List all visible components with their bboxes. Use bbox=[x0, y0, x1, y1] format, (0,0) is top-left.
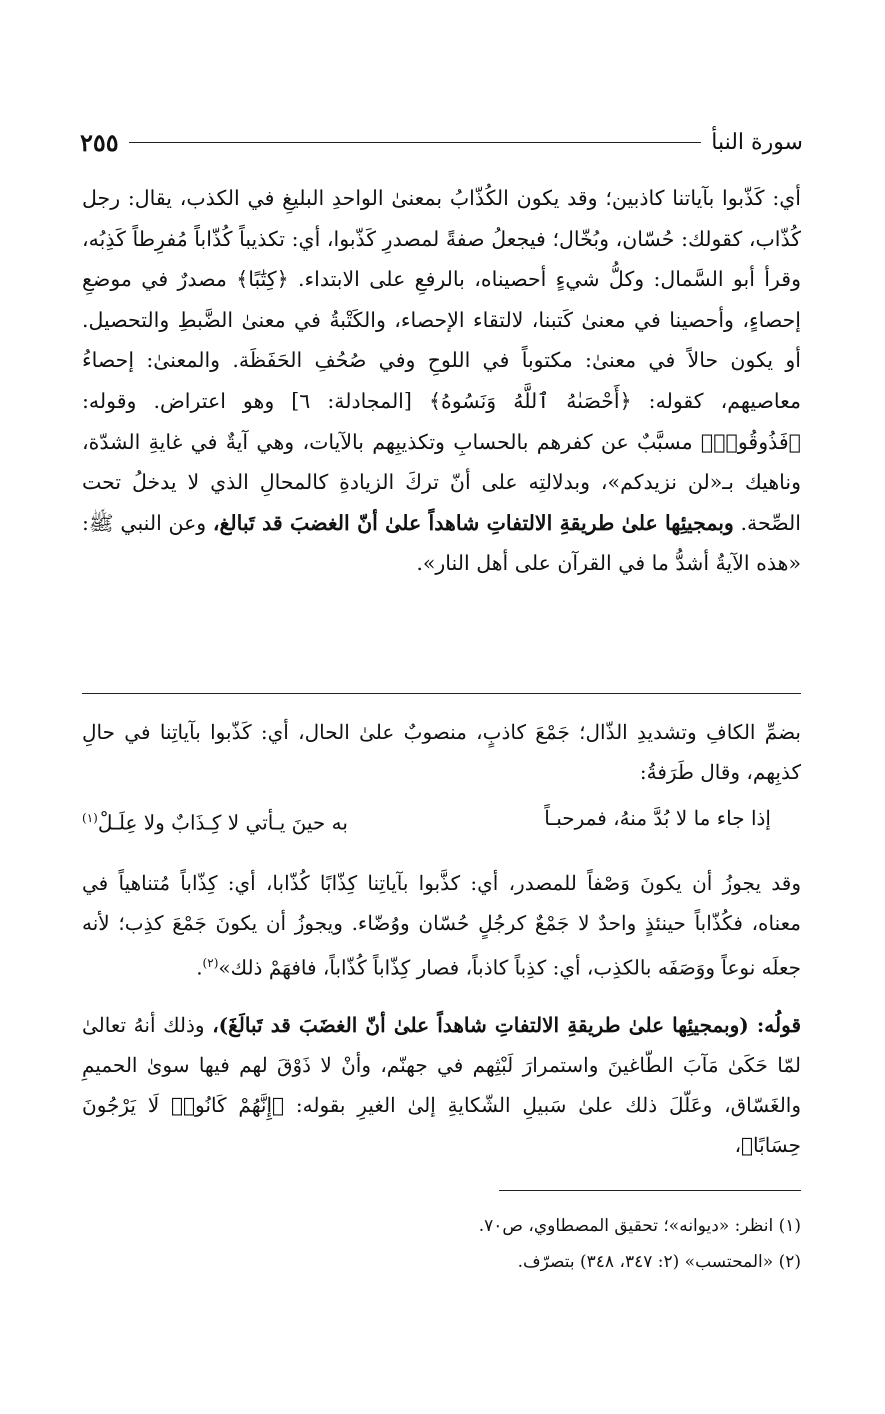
quran-quote: ﴿كِتَٰبًا﴾ bbox=[236, 267, 289, 292]
main-text-part: وعن النبي ﷺ: «هذه الآيةُ أشدُّ ما في القرآن على أهل النار». bbox=[82, 510, 801, 576]
poem-second-hemistich bbox=[82, 798, 348, 843]
poem-first-hemistich: إذا جاء ما لا بُدَّ منهُ، فمرحبـاً bbox=[544, 806, 771, 830]
text-divider bbox=[82, 693, 801, 694]
surah-title: سورة النبأ bbox=[711, 129, 803, 155]
commentary-text-part: وقد يجوزُ أن يكونَ وَصْفاً للمصدر، أي: كذَّبوا بآياتِنا كِذّابًا كُذّابا، أي: كِذّاباً مُتناهياً في معناه، فكُذّاباً حينئذٍ واحدٌ لا جَمْعٌ كرجُلٍ حُسّان ووُضّاء. ويجوزُ أن يكونَ جَمْعَ كذِب؛ لأنه جعلَه نوعاً ووَصَفَه بالكذِب، أي: كذِباً كاذباً، فصار كِذّاباً كُذّاباً، فافهَمْ ذلك» bbox=[82, 870, 801, 980]
page-number: ٢٥٥ bbox=[80, 127, 119, 157]
main-paragraph bbox=[82, 178, 801, 584]
main-text-part: أي: كَذّبوا بآياتنا كاذبين؛ وقد يكون الكُذّابُ بمعنىٰ الواحدِ البليغِ في الكذب، يقال: رجل كُذّاب، كقولك: حُسّان، وبُخّال؛ فيجعلُ صفةً لمصدرِ كَذّبوا، أي: تكذيباً كُذّاباً مُفرِطاً كَذِبُه، وقرأ أبو السَّمال: وكلُّ شيءٍ أحصيناه، بالرفعِ على الابتداء. bbox=[82, 186, 801, 292]
footnote-item: (١) انظر: «ديوانه»؛ تحقيق المصطاوي، ص٧٠. bbox=[478, 1216, 801, 1236]
commentary-text bbox=[82, 712, 801, 1165]
quran-quote: ﴿أَحْصَىٰهُ ٱللَّهُ وَنَسُوهُ﴾ bbox=[428, 388, 632, 413]
main-text-part: [المجادلة: ٦] وهو اعتراض. وقوله: bbox=[82, 388, 412, 413]
quran-quote: ﴿فَذُوقُوا۟﴾ bbox=[700, 429, 801, 454]
commentary-paragraph: قولُه: (وبمجيئِها علىٰ طريقةِ الالتفاتِ شاهداً علىٰ أنّ الغضَبَ قد تَبالَغَ)، وذلك أنهُ تعالىٰ لمّا حَكَىٰ مَآبَ الطّاغينَ واستمرارَ لَبْثِهم في جهنّم، وأنْ لا ذَوْقَ لهم فيها سوىٰ الحميمِ والغَسّاق، وعَلّلَ ذلك علىٰ سَبيلِ الشّكايةِ إلىٰ الغيرِ بقوله: ﴿إِنَّهُمْ كَانُوا۟ لَا يَرْجُونَ حِسَابًا﴾، bbox=[82, 1013, 802, 1158]
bold-lemma: قولُه: (وبمجيئِها علىٰ طريقةِ الالتفاتِ شاهداً علىٰ أنّ الغضَبَ قد تَبالَغَ)، bbox=[212, 1013, 802, 1038]
poem-second-text: به حينَ يـأتي لا كِـذَابٌ ولا عِلَـلْ bbox=[97, 810, 348, 835]
commentary-paragraph: بضمِّ الكافِ وتشديدِ الذّال؛ جَمْعَ كاذبٍ، منصوبٌ علىٰ الحال، أي: كَذّبوا بآياتِنا في حالِ كذبِهم، وقال طَرَفةُ: bbox=[82, 720, 801, 784]
footnote-rule bbox=[499, 1190, 801, 1191]
footnote-ref: (٢) bbox=[202, 955, 219, 970]
header-rule bbox=[129, 142, 702, 143]
footnotes bbox=[82, 1208, 801, 1280]
running-header bbox=[80, 122, 803, 162]
poem-verse bbox=[82, 798, 801, 843]
main-text-part: مصدرٌ في موضعِ إحصاءٍ، وأحصينا في معنىٰ كَتبنا، لالتقاء الإحصاء، والكَتْبةُ في معنىٰ الضَّبطِ والتحصيل. أو يكون حالاً في معنىٰ: مكتوباً في اللوحِ وفي صُحُفِ الحَفَظَة. والمعنىٰ: إحصاءُ معاصيهم، كقوله: bbox=[82, 267, 801, 413]
bold-lemma: وبمجيئِها علىٰ طريقةِ الالتفاتِ شاهداً علىٰ أنّ الغضبَ قد تَبالغ، bbox=[212, 510, 734, 535]
quran-quote: ﴿إِنَّهُمْ كَانُوا۟ لَا يَرْجُونَ حِسَابًا﴾ bbox=[82, 1093, 801, 1158]
main-text bbox=[82, 178, 801, 584]
footnote-item: (٢) «المحتسب» (٢: ٣٤٧، ٣٤٨) بتصرّف. bbox=[517, 1252, 801, 1272]
footnote-ref: (١) bbox=[82, 811, 98, 825]
commentary-text-part: وذلك أنهُ تعالىٰ لمّا حَكَىٰ مَآبَ الطّاغينَ واستمرارَ لَبْثِهم في جهنّم، وأنْ لا ذَوْقَ لهم فيها سوىٰ الحميمِ والغَسّاق، وعَلّلَ ذلك علىٰ سَبيلِ الشّكايةِ إلىٰ الغيرِ بقوله: bbox=[82, 1013, 802, 1118]
commentary-paragraph: وقد يجوزُ أن يكونَ وَصْفاً للمصدر، أي: كذَّبوا بآياتِنا كِذّابًا كُذّابا، أي: كِذّاباً مُتناهياً في معناه، فكُذّاباً حينئذٍ واحدٌ لا جَمْعٌ كرجُلٍ حُسّان ووُضّاء. ويجوزُ أن يكونَ جَمْعَ كذِب؛ لأنه جعلَه نوعاً ووَصَفَه بالكذِب، أي: كذِباً كاذباً، فصار كِذّاباً كُذّاباً، فافهَمْ ذلك»$^{(٢)}$. bbox=[82, 870, 801, 980]
main-text-part: مسبَّبٌ عن كفرهم بالحسابِ وتكذيبِهم بالآيات، وهي آيةٌ في غايةِ الشدّة، وناهيك بـ«لن نزيدكم»، وبدلالتِه على أنّ تركَ الزيادةِ كالمحالِ الذي لا يدخلُ تحت الصِّحة. bbox=[82, 429, 801, 535]
